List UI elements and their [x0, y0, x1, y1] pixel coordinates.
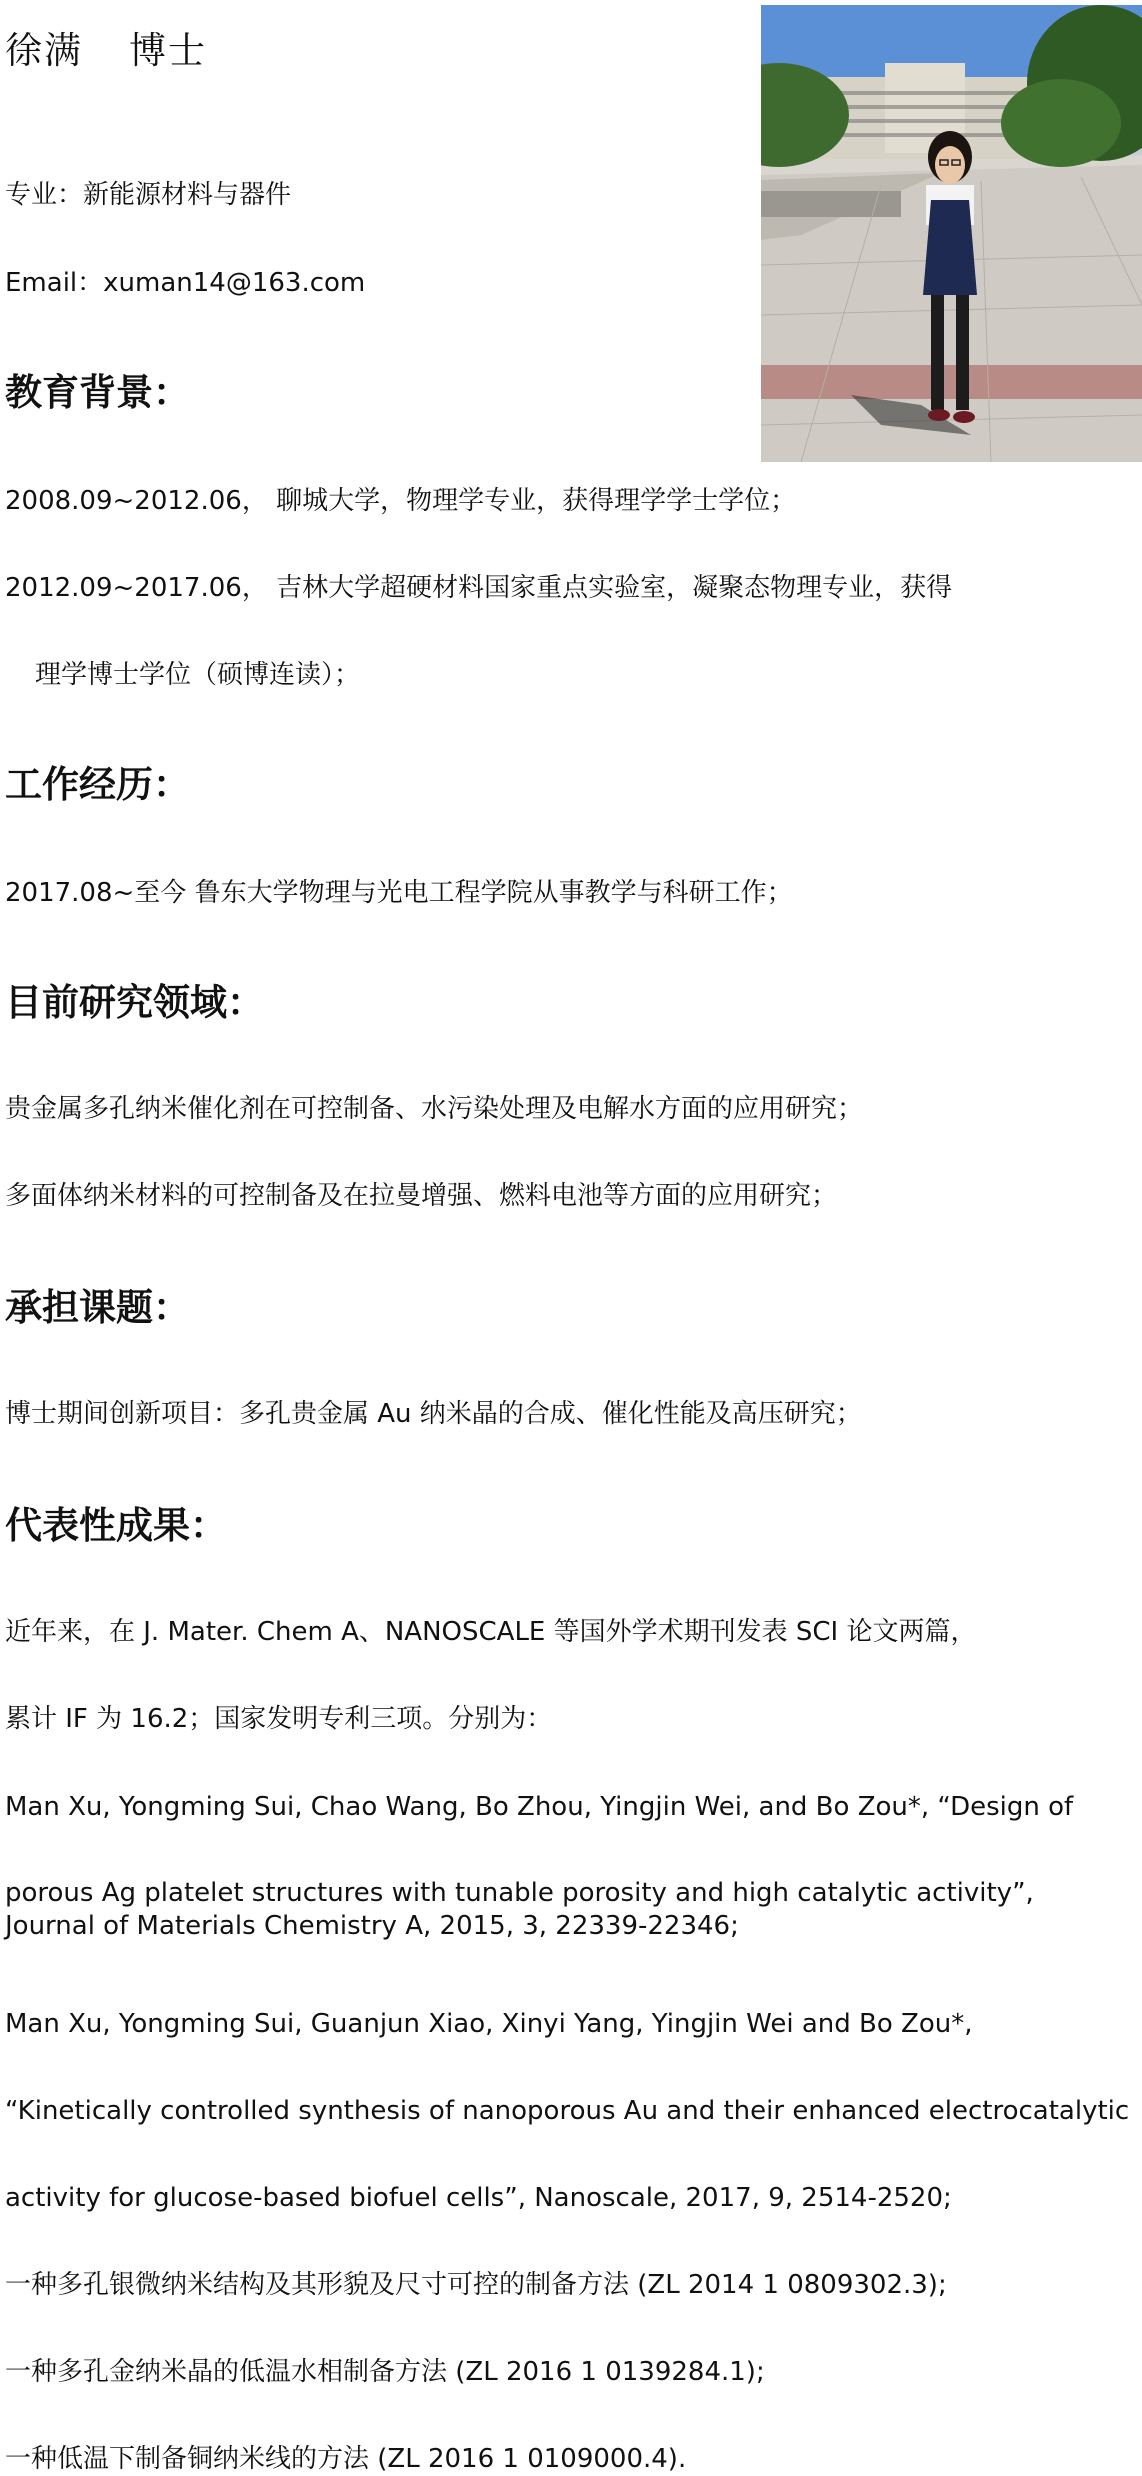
work-item: 2017.08~至今 鲁东大学物理与光电工程学院从事教学与科研工作； — [5, 878, 793, 908]
results-summary: 累计 IF 为 16.2；国家发明专利三项。分别为： — [5, 1704, 553, 1734]
projects-heading: 承担课题： — [5, 1285, 190, 1329]
profile-photo-drawing — [761, 5, 1142, 462]
degree-title: 博士 — [129, 29, 207, 72]
publication-authors: Man Xu, Yongming Sui, Chao Wang, Bo Zhou, Yingjin Wei, and Bo Zou*, “Design of — [5, 1792, 1074, 1822]
patent-item: 一种低温下制备铜纳米线的方法 (ZL 2016 1 0109000.4). — [5, 2444, 687, 2474]
publication-title: “Kinetically controlled synthesis of nanoporous Au and their enhanced electrocatalytic — [5, 2096, 1130, 2126]
education-item-continued: 理学博士学位（硕博连读）； — [35, 660, 361, 690]
work-heading: 工作经历： — [5, 762, 190, 806]
major-line: 专业：新能源材料与器件 — [5, 180, 292, 210]
results-heading: 代表性成果： — [5, 1503, 227, 1547]
profile-photo — [761, 5, 1142, 462]
research-item: 多面体纳米材料的可控制备及在拉曼增强、燃料电池等方面的应用研究； — [5, 1181, 838, 1211]
research-item: 贵金属多孔纳米催化剂在可控制备、水污染处理及电解水方面的应用研究； — [5, 1094, 864, 1124]
project-item: 博士期间创新项目：多孔贵金属 Au 纳米晶的合成、催化性能及高压研究； — [5, 1399, 862, 1429]
email-line[interactable]: Email：xuman14@163.com — [5, 268, 366, 298]
publication-authors: Man Xu, Yongming Sui, Guanjun Xiao, Xinyi Yang, Yingjin Wei and Bo Zou*, — [5, 2009, 973, 2039]
patent-item: 一种多孔金纳米晶的低温水相制备方法 (ZL 2016 1 0139284.1); — [5, 2357, 765, 2387]
person-name — [5, 20, 207, 74]
education-item: 2008.09~2012.06， 聊城大学，物理学专业，获得理学学士学位； — [5, 486, 797, 516]
education-item: 2012.09~2017.06， 吉林大学超硬材料国家重点实验室，凝聚态物理专业，获得 — [5, 573, 953, 603]
patent-item: 一种多孔银微纳米结构及其形貌及尺寸可控的制备方法 (ZL 2014 1 0809302.3); — [5, 2270, 947, 2300]
publication-citation: activity for glucose-based biofuel cells”, Nanoscale, 2017, 9, 2514-2520; — [5, 2183, 952, 2213]
research-heading: 目前研究领域： — [5, 980, 264, 1024]
results-summary: 近年来，在 J. Mater. Chem A、NANOSCALE 等国外学术期刊发表 SCI 论文两篇， — [5, 1617, 977, 1647]
name-text: 徐满 — [5, 29, 83, 72]
education-heading: 教育背景： — [5, 370, 190, 414]
publication-title: porous Ag platelet structures with tunable porosity and high catalytic activity”, Journal of Materials Chemistry A, 2015, 3, 22339-22346; — [5, 1878, 1034, 1941]
